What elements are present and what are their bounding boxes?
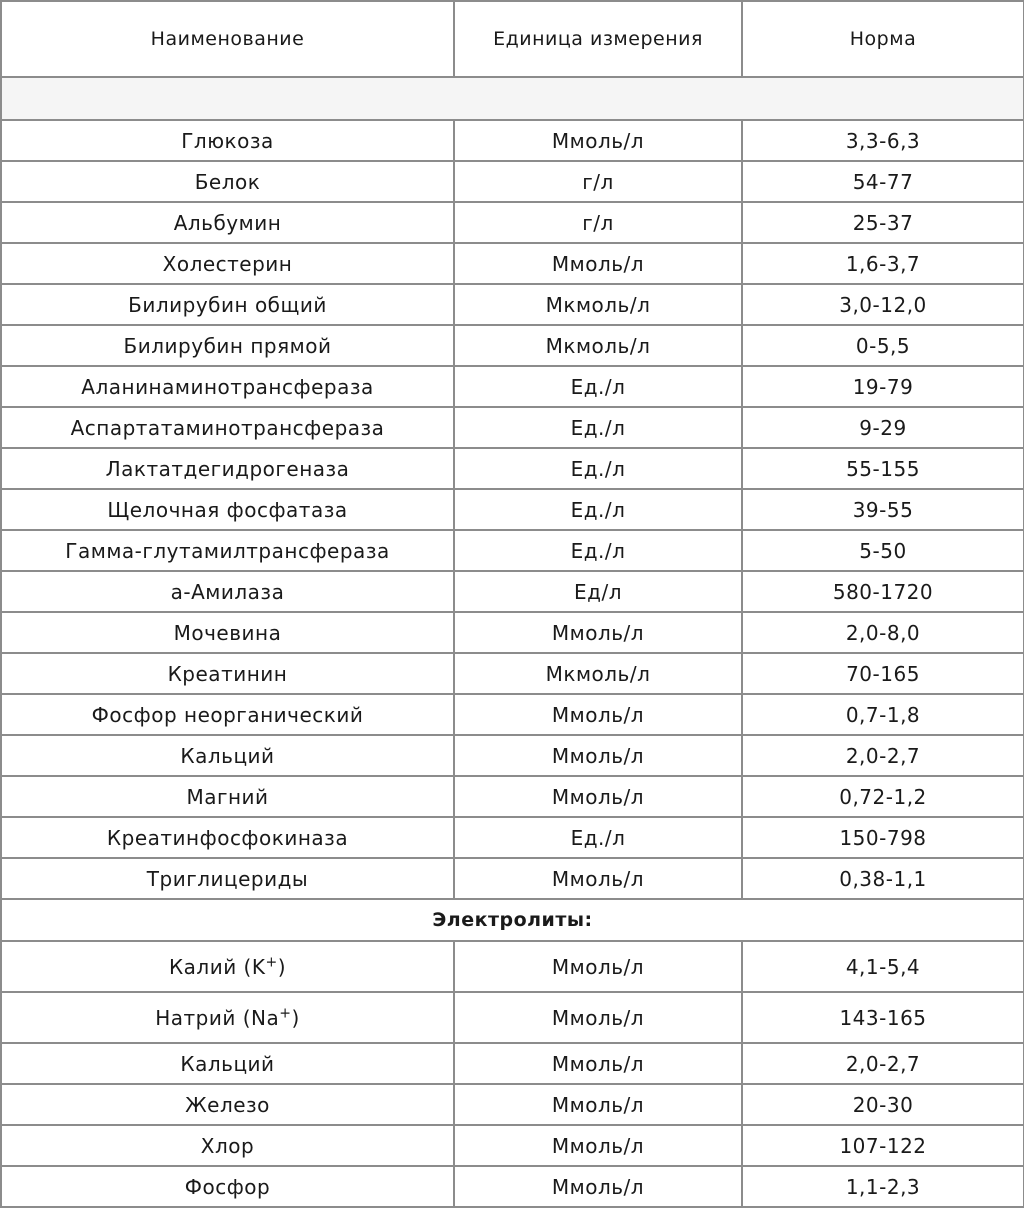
cell-name: Альбумин <box>2 203 455 244</box>
cell-name-text: Хлор <box>200 1133 255 1158</box>
section-row-electrolytes <box>2 900 1024 942</box>
cell-name: Щелочная фосфатаза <box>2 490 455 531</box>
spacer-cell <box>2 78 1024 121</box>
cell-unit: г/л <box>455 203 743 244</box>
cell-norm: 3,0-12,0 <box>743 285 1024 326</box>
cell-norm: 1,6-3,7 <box>743 244 1024 285</box>
cell-norm: 1,1-2,3 <box>743 1167 1024 1208</box>
cell-name-text: Натрий (Na <box>155 1005 280 1030</box>
table-row <box>2 162 1024 203</box>
table-row <box>2 695 1024 736</box>
table-row <box>2 121 1024 162</box>
cell-unit: Ммоль/л <box>455 942 743 993</box>
cell-norm: 4,1-5,4 <box>743 942 1024 993</box>
cell-name: Билирубин прямой <box>2 326 455 367</box>
cell-name <box>2 1044 455 1085</box>
cell-unit: Ммоль/л <box>455 1126 743 1167</box>
cell-unit: Ед./л <box>455 367 743 408</box>
cell-norm: 54-77 <box>743 162 1024 203</box>
cell-norm: 2,0-2,7 <box>743 736 1024 777</box>
cell-name <box>2 1126 455 1167</box>
table-row <box>2 367 1024 408</box>
cell-unit: Ммоль/л <box>455 736 743 777</box>
cell-norm: 107-122 <box>743 1126 1024 1167</box>
table-row <box>2 449 1024 490</box>
cell-unit: Ед./л <box>455 449 743 490</box>
table-row <box>2 859 1024 900</box>
cell-name <box>2 993 455 1044</box>
table-row <box>2 942 1024 993</box>
cell-unit: г/л <box>455 162 743 203</box>
cell-unit: Ммоль/л <box>455 859 743 900</box>
cell-unit: Ммоль/л <box>455 777 743 818</box>
table-row <box>2 326 1024 367</box>
cell-norm: 55-155 <box>743 449 1024 490</box>
cell-unit: Мкмоль/л <box>455 326 743 367</box>
cell-name-text: Железо <box>185 1092 270 1117</box>
table-row <box>2 244 1024 285</box>
cell-name <box>2 942 455 993</box>
cell-name: Билирубин общий <box>2 285 455 326</box>
cell-unit: Ед/л <box>455 572 743 613</box>
spacer-row <box>2 78 1024 121</box>
cell-name: Холестерин <box>2 244 455 285</box>
table-row <box>2 531 1024 572</box>
cell-name: Креатинин <box>2 654 455 695</box>
cell-norm: 9-29 <box>743 408 1024 449</box>
cell-norm: 5-50 <box>743 531 1024 572</box>
table-row <box>2 1044 1024 1085</box>
cell-norm: 580-1720 <box>743 572 1024 613</box>
cell-norm: 25-37 <box>743 203 1024 244</box>
ion-charge-superscript: + <box>279 1004 292 1021</box>
cell-unit: Ммоль/л <box>455 1044 743 1085</box>
cell-name: Гамма-глутамилтрансфераза <box>2 531 455 572</box>
cell-name: Белок <box>2 162 455 203</box>
column-header-unit: Единица измерения <box>455 2 743 78</box>
table-row <box>2 408 1024 449</box>
cell-unit: Ед./л <box>455 408 743 449</box>
cell-unit: Ед./л <box>455 490 743 531</box>
cell-name: Фосфор неорганический <box>2 695 455 736</box>
cell-norm: 70-165 <box>743 654 1024 695</box>
cell-unit: Ед./л <box>455 531 743 572</box>
cell-name-end: ) <box>277 954 287 979</box>
cell-name: а-Амилаза <box>2 572 455 613</box>
ion-charge-superscript: + <box>265 953 278 970</box>
column-header-norm: Норма <box>743 2 1024 78</box>
cell-unit: Ед./л <box>455 818 743 859</box>
cell-norm: 20-30 <box>743 1085 1024 1126</box>
cell-name: Мочевина <box>2 613 455 654</box>
cell-name: Магний <box>2 777 455 818</box>
table-row <box>2 285 1024 326</box>
cell-name: Аланинаминотрансфераза <box>2 367 455 408</box>
cell-unit: Ммоль/л <box>455 121 743 162</box>
cell-name <box>2 1085 455 1126</box>
cell-unit: Мкмоль/л <box>455 654 743 695</box>
cell-unit: Мкмоль/л <box>455 285 743 326</box>
cell-name-text: Кальций <box>180 1051 275 1076</box>
cell-unit: Ммоль/л <box>455 695 743 736</box>
cell-name <box>2 1167 455 1208</box>
table-row <box>2 654 1024 695</box>
cell-norm: 143-165 <box>743 993 1024 1044</box>
table-row <box>2 203 1024 244</box>
table-row <box>2 818 1024 859</box>
cell-norm: 2,0-2,7 <box>743 1044 1024 1085</box>
table-row <box>2 993 1024 1044</box>
table-row <box>2 1085 1024 1126</box>
table-header-row <box>2 2 1024 78</box>
cell-name: Глюкоза <box>2 121 455 162</box>
cell-norm: 0,72-1,2 <box>743 777 1024 818</box>
section-title: Электролиты: <box>2 900 1024 942</box>
table-row <box>2 490 1024 531</box>
cell-name: Триглицериды <box>2 859 455 900</box>
cell-unit: Ммоль/л <box>455 244 743 285</box>
column-header-name: Наименование <box>2 2 455 78</box>
cell-unit: Ммоль/л <box>455 1085 743 1126</box>
cell-norm: 19-79 <box>743 367 1024 408</box>
cell-name-text: Калий (K <box>168 954 266 979</box>
cell-name: Аспартатаминотрансфераза <box>2 408 455 449</box>
cell-norm: 0-5,5 <box>743 326 1024 367</box>
table-row <box>2 736 1024 777</box>
cell-name: Кальций <box>2 736 455 777</box>
cell-norm: 3,3-6,3 <box>743 121 1024 162</box>
table-row <box>2 572 1024 613</box>
cell-name-text: Фосфор <box>184 1174 271 1199</box>
cell-norm: 39-55 <box>743 490 1024 531</box>
cell-norm: 0,7-1,8 <box>743 695 1024 736</box>
cell-norm: 0,38-1,1 <box>743 859 1024 900</box>
table-row <box>2 613 1024 654</box>
cell-norm: 150-798 <box>743 818 1024 859</box>
table-row <box>2 777 1024 818</box>
table-row <box>2 1126 1024 1167</box>
cell-name: Креатинфосфокиназа <box>2 818 455 859</box>
cell-name-end: ) <box>291 1005 300 1030</box>
cell-unit: Ммоль/л <box>455 613 743 654</box>
table-row <box>2 1167 1024 1208</box>
cell-norm: 2,0-8,0 <box>743 613 1024 654</box>
cell-unit: Ммоль/л <box>455 1167 743 1208</box>
cell-unit: Ммоль/л <box>455 993 743 1044</box>
cell-name: Лактатдегидрогеназа <box>2 449 455 490</box>
